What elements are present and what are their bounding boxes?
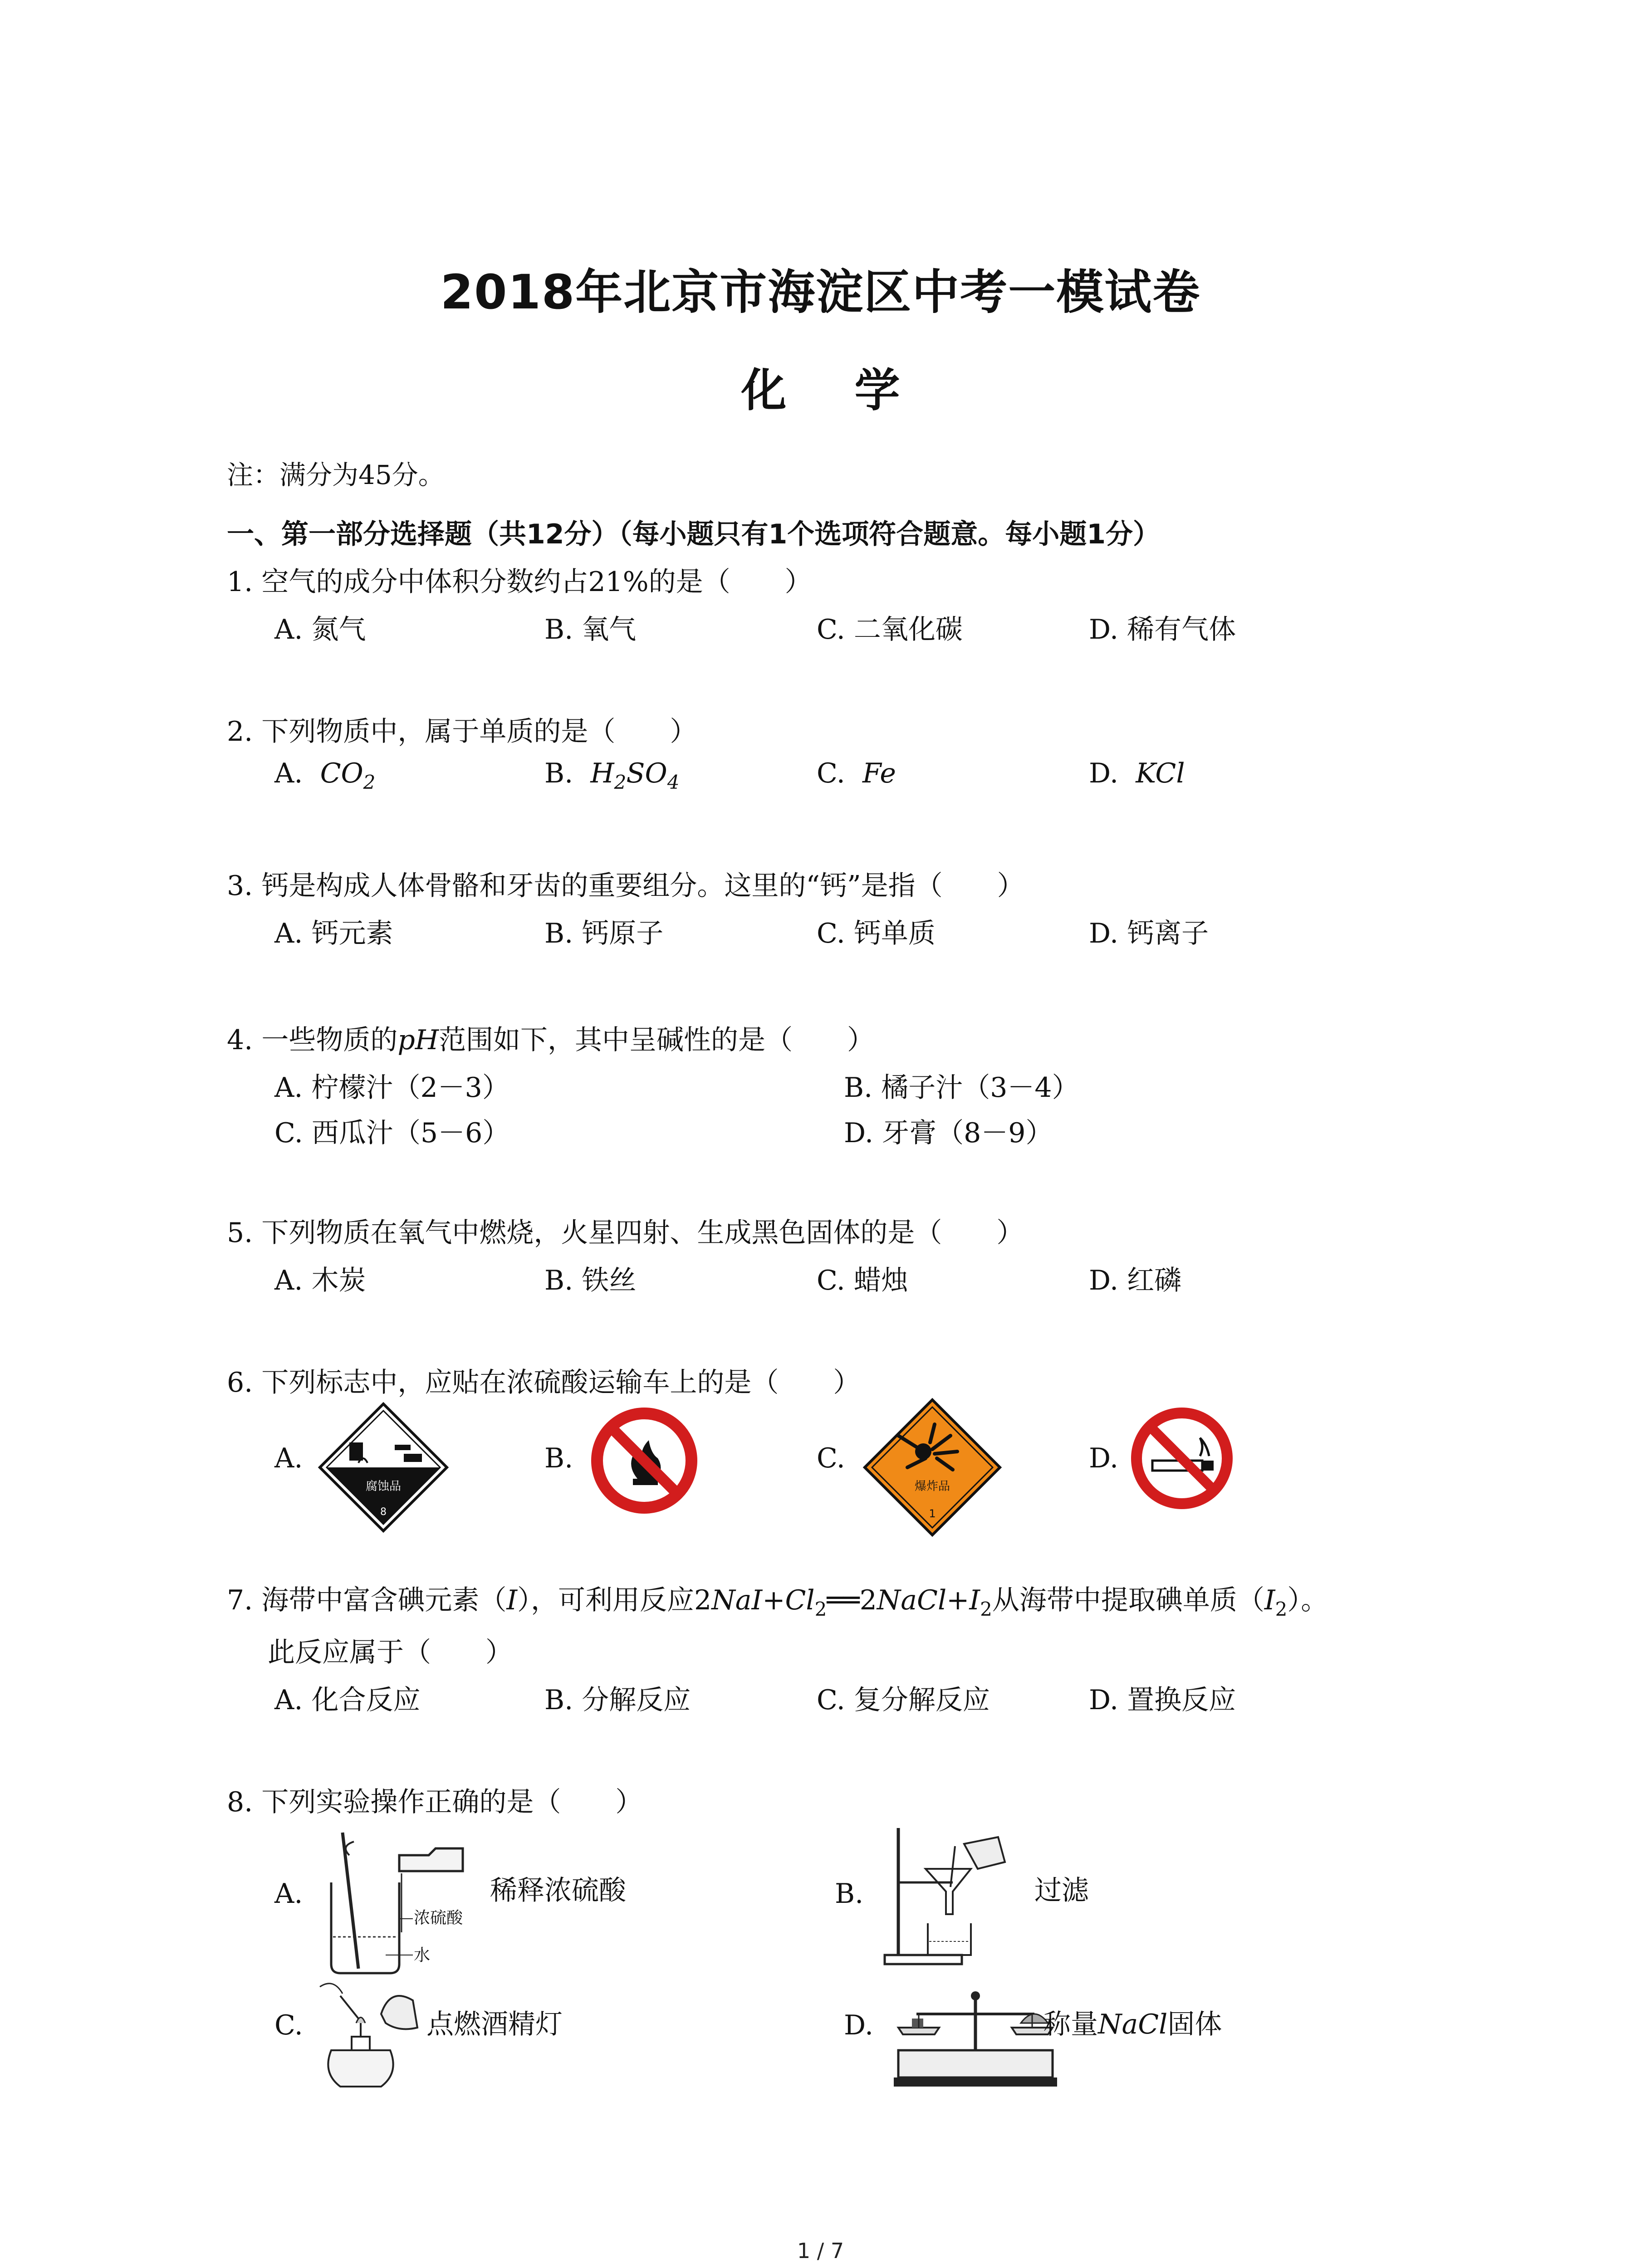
q5-option-d: D. 红磷 [1089, 1265, 1182, 1296]
q1-option-c: C. 二氧化碳 [817, 614, 963, 645]
filtration-figure [876, 1819, 1057, 1973]
q6-label-d: D. [1089, 1442, 1119, 1474]
q7-option-b: B. 分解反应 [544, 1684, 691, 1716]
question-8-stem: 8. 下列实验操作正确的是（ ） [227, 1786, 643, 1818]
explosive-sign-icon [862, 1397, 1003, 1538]
document-title: 2018年北京市海淀区中考一模试卷 [440, 264, 1201, 320]
q8-option-b-text: 过滤 [1034, 1875, 1089, 1906]
corrosive-sign-icon [318, 1402, 449, 1533]
q3-option-d: D. 钙离子 [1089, 918, 1209, 949]
q4-option-b: B. 橘子汁（3－4） [844, 1072, 1079, 1104]
q8-label-c: C. [274, 2009, 303, 2041]
q7-option-d: D. 置换反应 [1089, 1684, 1236, 1716]
q6-label-b: B. [544, 1442, 573, 1474]
q2-option-b: B. $H_2SO_4$ [544, 758, 680, 793]
no-smoking-sign-icon [1130, 1406, 1234, 1510]
q1-option-a: A. 氮气 [274, 614, 366, 645]
explosive-sign-number: 1 [929, 1507, 936, 1520]
section-heading: 一、第一部分选择题（共12分）（每小题只有1个选项符合题意。每小题1分） [227, 518, 1160, 550]
question-4-stem: 4. 一些物质的pH范围如下，其中呈碱性的是（ ） [227, 1024, 875, 1056]
q1-option-d: D. 稀有气体 [1089, 614, 1236, 645]
q4-option-a: A. 柠檬汁（2－3） [274, 1072, 509, 1104]
q8-option-d-text: 称量NaCl固体 [1043, 2009, 1222, 2040]
diluting-acid-figure [318, 1828, 499, 1978]
q5-option-b: B. 铁丝 [544, 1265, 637, 1296]
q6-label-c: C. [817, 1442, 845, 1474]
subject-title: 化学 [741, 364, 968, 417]
question-7-stem: 7. 海带中富含碘元素（I），可利用反应$2NaI+Cl_2══2NaCl+I_2$从海带中提取碘单质$(I_2)$。 [227, 1584, 1328, 1620]
q2-option-a: A. $CO_2$ [274, 758, 376, 793]
corrosive-sign-number: 8 [380, 1506, 387, 1518]
question-6-stem: 6. 下列标志中，应贴在浓硫酸运输车上的是（ ） [227, 1367, 861, 1398]
q3-option-c: C. 钙单质 [817, 918, 936, 949]
score-note: 注：满分为45分。 [227, 459, 445, 490]
q8-label-a: A. [274, 1878, 303, 1910]
q7-option-a: A. 化合反应 [274, 1684, 421, 1716]
q7-option-c: C. 复分解反应 [817, 1684, 990, 1716]
q3-option-b: B. 钙原子 [544, 918, 664, 949]
q8-option-a-text: 稀释浓硫酸 [490, 1875, 626, 1906]
q1-option-b: B. 氧气 [544, 614, 637, 645]
q6-label-a: A. [274, 1442, 303, 1474]
explosive-sign-label: 爆炸品 [914, 1480, 950, 1493]
q2-option-c: C. Fe [817, 758, 896, 789]
q5-option-c: C. 蜡烛 [817, 1265, 908, 1296]
question-5-stem: 5. 下列物质在氧气中燃烧，火星四射、生成黑色固体的是（ ） [227, 1217, 1024, 1249]
question-7-line2: 此反应属于（ ） [268, 1637, 513, 1668]
no-fire-sign-icon [590, 1406, 699, 1515]
q3-option-a: A. 钙元素 [274, 918, 393, 949]
balance-figure [889, 1978, 1062, 2091]
q8-option-c-text: 点燃酒精灯 [426, 2009, 563, 2040]
q8-label-d: D. [844, 2009, 874, 2041]
question-3-stem: 3. 钙是构成人体骨骼和牙齿的重要组分。这里的“钙”是指（ ） [227, 870, 1024, 902]
q4-option-c: C. 西瓜汁（5－6） [274, 1117, 510, 1149]
q2-option-d: D. KCl [1089, 758, 1185, 789]
conc-acid-label: 浓硫酸 [414, 1909, 463, 1927]
page-number: 1 / 7 [797, 2239, 844, 2263]
question-1-stem: 1. 空气的成分中体积分数约占21%的是（ ） [227, 566, 812, 598]
water-label: 水 [414, 1946, 431, 1965]
corrosive-sign-label: 腐蚀品 [365, 1480, 402, 1493]
alcohol-lamp-figure [313, 1969, 431, 2096]
question-2-stem: 2. 下列物质中，属于单质的是（ ） [227, 716, 697, 748]
q8-label-b: B. [835, 1878, 864, 1910]
q5-option-a: A. 木炭 [274, 1265, 366, 1296]
q4-option-d: D. 牙膏（8－9） [844, 1117, 1053, 1149]
